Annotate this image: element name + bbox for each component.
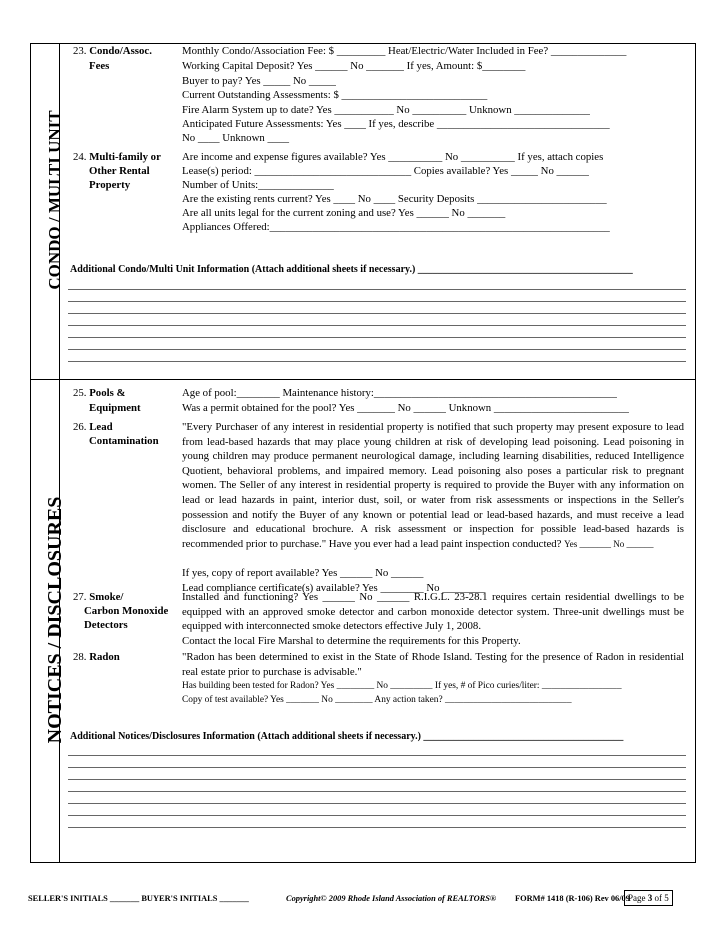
blank-line[interactable] — [68, 767, 686, 768]
item-26-line[interactable]: Lead compliance certificate(s) available? Yes ________ No ________ — [182, 582, 486, 594]
item-28-line[interactable]: Has building been tested for Radon? Yes ________ No _________ If yes, # of Pico curies/liter: _________________ — [182, 681, 622, 691]
item-24-line[interactable]: Appliances Offered:_______________________________________________________________ — [182, 221, 610, 233]
blank-line[interactable] — [68, 815, 686, 816]
item-23-line[interactable]: Working Capital Deposit? Yes ______ No _______ If yes, Amount: $________ — [182, 60, 526, 72]
item-23-line[interactable]: No ____ Unknown ____ — [182, 132, 290, 144]
item-24-number: 24. Multi-family or — [73, 151, 161, 163]
initials-fields[interactable]: SELLER'S INITIALS _______ BUYER'S INITIALS _______ — [28, 894, 249, 903]
item-26-number: 26. Lead — [73, 421, 113, 433]
item-28-number: 28. Radon — [73, 651, 120, 663]
item-25-label: Equipment — [89, 402, 141, 414]
item-23-line[interactable]: Monthly Condo/Association Fee: $ _________ Heat/Electric/Water Included in Fee? ______________ — [182, 45, 627, 57]
blank-line[interactable] — [68, 325, 686, 326]
item-27-label: Detectors — [84, 619, 128, 631]
item-27-line: Contact the local Fire Marshal to determine the requirements for this Property. — [182, 635, 521, 647]
smoke-detector-text: Installed and functioning? Yes ______ No ______ R.I.G.L. 23-28.1 requires certain residential dwellings to be equipped with an approved smoke detector and carbon monoxide detector system. Three-unit dwellings must be equipped with interconnected smoke detectors effective July 1, 2008. — [182, 591, 684, 633]
blank-line[interactable] — [68, 313, 686, 314]
item-24-line[interactable]: Number of Units:______________ — [182, 179, 334, 191]
item-23-line[interactable]: Fire Alarm System up to date? Yes ___________ No __________ Unknown ______________ — [182, 104, 590, 116]
item-28-line[interactable]: Copy of test available? Yes _______ No ________ Any action taken? ___________________________ — [182, 695, 572, 705]
lead-inspection-yes-no[interactable]: Yes _______ No ______ — [564, 538, 654, 549]
blank-line[interactable] — [68, 779, 686, 780]
page-indicator: Page 3 of 5 — [624, 890, 673, 906]
item-27-label: Carbon Monoxide — [84, 605, 169, 617]
item-24-line[interactable]: Lease(s) period: _____________________________ Copies available? Yes _____ No ______ — [182, 165, 589, 177]
blank-line[interactable] — [68, 803, 686, 804]
blank-line[interactable] — [68, 289, 686, 290]
form-number: FORM# 1418 (R-106) Rev 06/09 — [515, 894, 630, 903]
blank-line[interactable] — [68, 349, 686, 350]
section-divider-horizontal — [30, 379, 696, 380]
section-title-notices: NOTICES / DISCLOSURES — [44, 496, 66, 744]
section-title-condo: CONDO / MULTI UNIT — [45, 110, 64, 290]
item-25-line[interactable]: Age of pool:________ Maintenance history:_____________________________________________ — [182, 387, 617, 399]
item-27-number: 27. Smoke/ — [73, 591, 124, 603]
item-24-line[interactable]: Are income and expense figures available? Yes __________ No __________ If yes, attach copies — [182, 151, 604, 163]
lead-disclosure-paragraph: "Every Purchaser of any interest in residential property is notified that such property may present exposure to lead from lead-based hazards that may place young children at risk of developing lead poisoning. Lead poisoning in young children may produce permanent neurological damage, including learning disabilities, reduced Intelligence Quotient, behavioral problems, and impaired memory. Lead poisoning also poses a particular risk to pregnant women. The Seller of any interest in residential property is required to provide the Buyer with any information on lead or lead hazards in paint, interior dust, soil, or water from risk assessments or inspections in the Seller's possession and notify the Buyer of any known or potential lead or lead-based hazards, and must receive a lead disclosure and educational brochure. A risk assessment or inspection for possible lead-based hazards is recommended prior to purchase." Have you ever had a lead paint inspection conducted? — [182, 421, 684, 550]
item-23-line[interactable]: Buyer to pay? Yes _____ No _____ — [182, 75, 336, 87]
item-24-label: Property — [89, 179, 131, 191]
copyright-text: Copyright© 2009 Rhode Island Association of REALTORS® — [286, 894, 497, 903]
item-23-label: Fees — [89, 60, 110, 72]
item-23-line[interactable]: Anticipated Future Assessments: Yes ____ If yes, describe ________________________________ — [182, 118, 610, 130]
item-26-label: Contamination — [89, 435, 159, 447]
item-25-number: 25. Pools & — [73, 387, 126, 399]
item-24-label: Other Rental — [89, 165, 150, 177]
radon-text: "Radon has been determined to exist in the State of Rhode Island. Testing for the presence of Radon in residential real estate prior to purchase is advisable." — [182, 651, 684, 678]
blank-line[interactable] — [68, 827, 686, 828]
item-26-line[interactable]: If yes, copy of report available? Yes ______ No ______ — [182, 567, 424, 579]
blank-line[interactable] — [68, 361, 686, 362]
blank-line[interactable] — [68, 755, 686, 756]
item-23-number: 23. Condo/Assoc. — [73, 45, 152, 57]
lead-disclosure-text — [182, 420, 684, 551]
item-24-line[interactable]: Are all units legal for the current zoning and use? Yes ______ No _______ — [182, 207, 506, 219]
item-24-line[interactable]: Are the existing rents current? Yes ____ No ____ Security Deposits ________________________ — [182, 193, 607, 205]
blank-line[interactable] — [68, 337, 686, 338]
blank-line[interactable] — [68, 301, 686, 302]
item-25-line[interactable]: Was a permit obtained for the pool? Yes _______ No ______ Unknown _________________________ — [182, 402, 629, 414]
notices-additional-heading[interactable]: Additional Notices/Disclosures Information (Attach additional sheets if necessary.) ________________________________________ — [70, 731, 624, 742]
blank-line[interactable] — [68, 791, 686, 792]
item-23-line[interactable]: Current Outstanding Assessments: $ ___________________________ — [182, 89, 488, 101]
condo-additional-heading[interactable]: Additional Condo/Multi Unit Information (Attach additional sheets if necessary.) ___________________________________________ — [70, 264, 633, 275]
